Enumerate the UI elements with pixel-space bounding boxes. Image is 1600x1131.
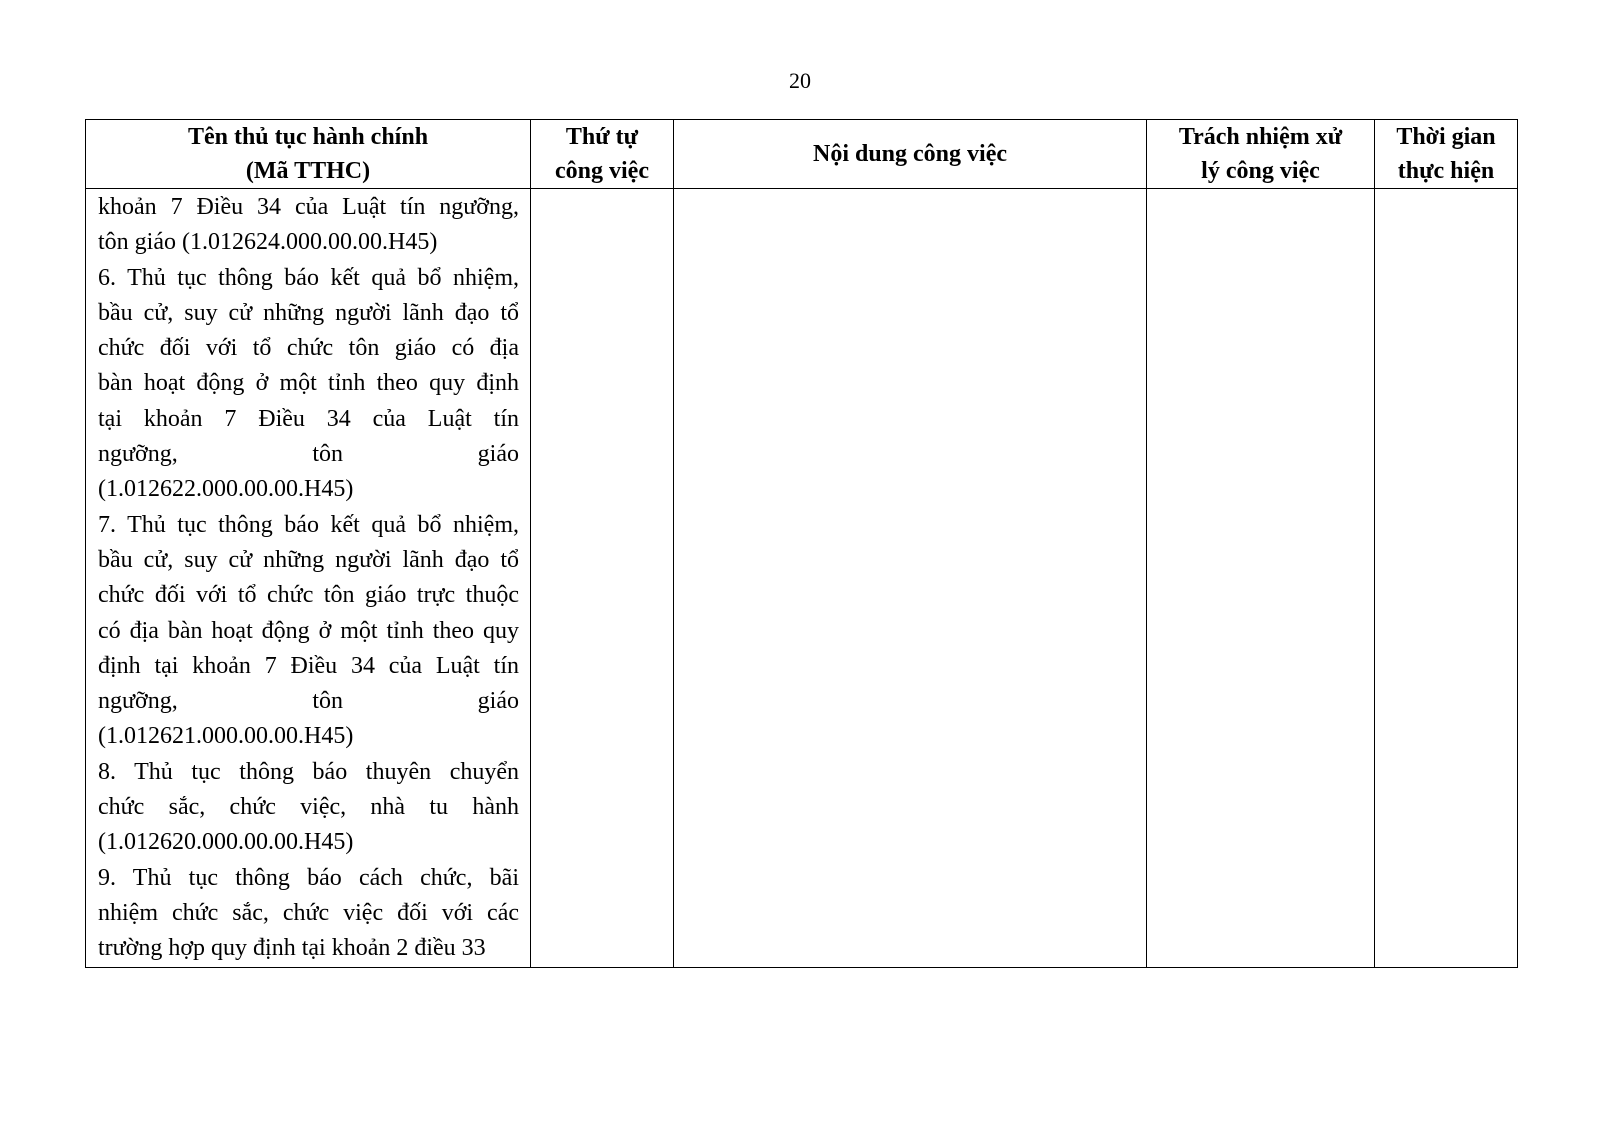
procedure-line: tại khoản 7 Điều 34 của Luật tín xyxy=(98,405,519,432)
header-label: Trách nhiệm xử xyxy=(1178,124,1343,150)
procedure-line: (1.012622.000.00.00.H45) xyxy=(98,476,354,503)
procedure-line: ngưỡng, tôn giáo xyxy=(98,688,519,715)
header-label: Nội dung công việc xyxy=(812,141,1007,167)
header-task-order xyxy=(531,120,674,189)
procedure-item xyxy=(98,508,519,755)
procedure-name-cell xyxy=(86,189,531,968)
procedure-list xyxy=(87,190,529,966)
procedure-line: chức đối với tổ chức tôn giáo trực thuộc xyxy=(98,582,519,609)
procedure-line: 7. Thủ tục thông báo kết quả bổ nhiệm, xyxy=(98,511,519,538)
procedure-line: (1.012620.000.00.00.H45) xyxy=(98,829,354,856)
procedure-line: có địa bàn hoạt động ở một tỉnh theo quy xyxy=(98,617,519,644)
header-responsibility xyxy=(1147,120,1375,189)
procedure-line: bầu cử, suy cử những người lãnh đạo tổ xyxy=(98,546,519,573)
procedure-line: 8. Thủ tục thông báo thuyên chuyển xyxy=(98,758,519,785)
procedure-line: chức đối với tổ chức tôn giáo có địa xyxy=(98,335,519,362)
procedure-item xyxy=(98,755,519,861)
procedure-line: (1.012621.000.00.00.H45) xyxy=(98,723,354,750)
procedure-line: khoản 7 Điều 34 của Luật tín ngưỡng, xyxy=(98,194,519,220)
table-row xyxy=(86,189,1518,968)
header-label: công việc xyxy=(555,158,649,184)
procedure-item xyxy=(98,261,519,508)
header-label: Thời gian xyxy=(1396,124,1496,150)
procedure-line: chức sắc, chức việc, nhà tu hành xyxy=(98,794,519,821)
procedure-line: tôn giáo (1.012624.000.00.00.H45) xyxy=(98,229,438,256)
procedure-line: nhiệm chức sắc, chức việc đối với các xyxy=(98,899,519,926)
responsibility-cell xyxy=(1147,189,1375,968)
procedure-table xyxy=(85,119,1518,968)
header-label: Thứ tự xyxy=(565,124,639,150)
table-header-row xyxy=(86,120,1518,189)
procedure-line: định tại khoản 7 Điều 34 của Luật tín xyxy=(98,652,519,679)
task-content-cell xyxy=(674,189,1147,968)
procedure-line: ngưỡng, tôn giáo xyxy=(98,441,519,468)
procedure-line: 9. Thủ tục thông báo cách chức, bãi xyxy=(98,864,519,891)
header-label: (Mã TTHC) xyxy=(245,158,371,184)
header-label: thực hiện xyxy=(1397,158,1495,184)
procedure-line: bầu cử, suy cử những người lãnh đạo tổ xyxy=(98,299,519,326)
header-label: Tên thủ tục hành chính xyxy=(187,124,429,150)
task-order-cell xyxy=(531,189,674,968)
page-number: 20 xyxy=(789,68,811,93)
procedure-item xyxy=(98,190,519,261)
duration-cell xyxy=(1375,189,1518,968)
procedure-line: bàn hoạt động ở một tỉnh theo quy định xyxy=(98,370,519,397)
header-duration xyxy=(1375,120,1518,189)
procedure-item xyxy=(98,861,519,967)
procedure-line: trường hợp quy định tại khoản 2 điều 33 xyxy=(98,935,486,962)
header-label: lý công việc xyxy=(1201,158,1320,184)
procedure-line: 6. Thủ tục thông báo kết quả bổ nhiệm, xyxy=(98,264,519,291)
header-procedure-name xyxy=(86,120,531,189)
header-task-content xyxy=(674,120,1147,189)
